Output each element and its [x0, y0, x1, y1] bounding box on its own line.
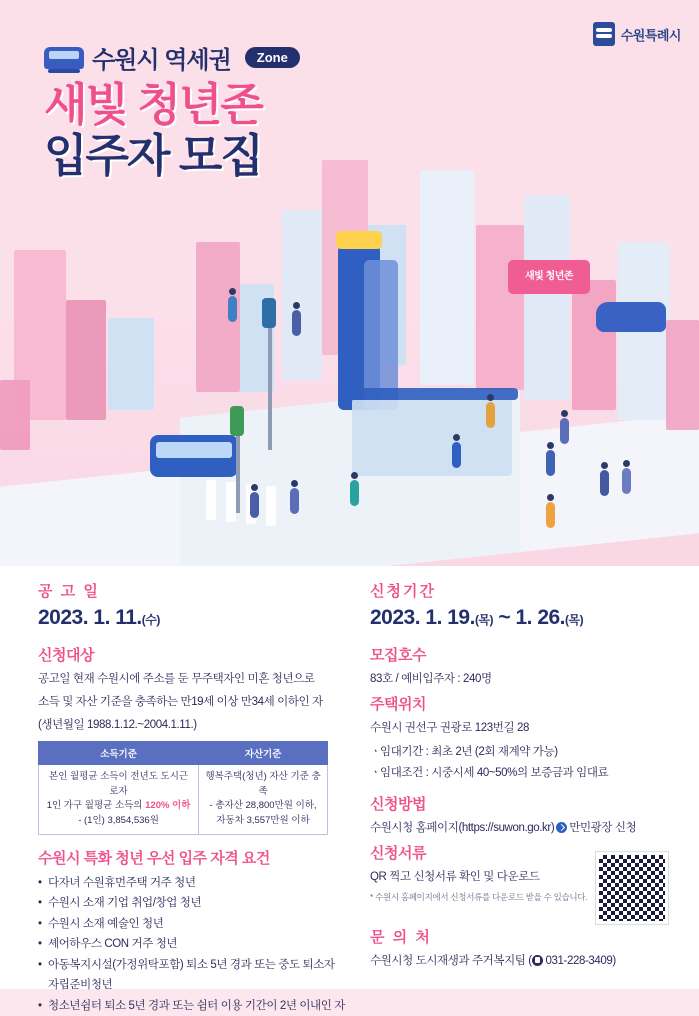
table-header-asset: 자산기준 [199, 741, 328, 764]
units-heading: 모집호수 [370, 647, 426, 664]
units-text: 83호 / 예비입주자 : 240명 [370, 673, 492, 685]
right-column [370, 580, 670, 975]
list-item: • 아동복지시설(가정위탁포함) 퇴소 5년 경과 또는 중도 퇴소자 자립준비청년 [38, 955, 348, 996]
criteria-table [38, 741, 328, 835]
docs-text: QR 찍고 신청서류 확인 및 다운로드 [370, 871, 540, 884]
income-highlight: 120% 이하 [145, 800, 191, 812]
list-item: ㆍ 임대기간 : 최초 2년 (2회 재계약 가능) [370, 742, 670, 763]
docs-heading: 신청서류 [370, 845, 426, 863]
zone-badge: Zone [245, 47, 300, 68]
asset-line-3: 자동차 3,557만원 이하 [216, 815, 310, 827]
notice-date-heading: 공 고 일 [38, 583, 100, 600]
apply-homepage-link[interactable]: 수원시청 홈페이지(https://suwon.go.kr) [370, 822, 555, 835]
info-panel [0, 566, 699, 1012]
table-row [39, 764, 328, 834]
qr-code[interactable] [596, 852, 668, 924]
period-date-2: 1. 26. [515, 606, 566, 629]
asset-line-1: 행복주택(청년) 자산 기준 충족 [205, 770, 321, 797]
priority-list [38, 873, 348, 1016]
location-heading: 주택위치 [370, 695, 426, 713]
apply-text [370, 819, 670, 838]
headline-title-2: 입주자 모집 [44, 129, 262, 181]
city-bus [150, 435, 238, 477]
income-cell [39, 764, 199, 834]
table-header-row [39, 741, 328, 764]
period-heading: 신청기간 [370, 583, 436, 600]
list-item: • 수원시 소재 기업 취업/창업 청년 [38, 893, 348, 913]
city-logo-icon [593, 22, 615, 46]
apply-text-2: 만민광장 신청 [569, 822, 637, 835]
list-item: • 수원시 소재 예술인 청년 [38, 914, 348, 934]
priority-heading: 수원시 특화 청년 우선 입주 자격 요건 [38, 849, 270, 867]
contact-phone: 031-228-3409 [545, 954, 613, 967]
asset-cell [199, 764, 328, 834]
docs-note: * 수원시 홈페이지에서 신청서류를 다운로드 받을 수 있습니다. [370, 892, 588, 903]
phone-icon [532, 955, 543, 966]
location-list [370, 742, 670, 783]
train-icon [44, 47, 84, 69]
table-header-income: 소득기준 [39, 741, 199, 764]
income-line-1: 본인 월평균 소득이 전년도 도시근로자 [49, 770, 189, 797]
sedan-car [596, 302, 666, 332]
period-date-1: 2023. 1. 19. [370, 606, 475, 629]
list-item: • 셰어하우스 CON 거주 청년 [38, 934, 348, 954]
period-value [370, 606, 670, 630]
contact-department: 수원시청 도시재생과 주거복지팀 [370, 954, 526, 967]
asset-line-2: - 총자산 28,800만원 이하, [209, 800, 317, 812]
income-line-3: - (1인) 3,854,536원 [78, 815, 159, 827]
city-illustration [0, 150, 699, 566]
arrow-circle-icon [556, 822, 567, 833]
zone-street-sign: 새빛 청년존 [508, 260, 590, 294]
period-separator: ~ [493, 606, 516, 629]
contact-text: 수원시청 도시재생과 주거복지팀 ( 031-228-3409) [370, 954, 616, 967]
city-brand-label: 수원특례시 [620, 27, 681, 43]
income-line-2: 1인 가구 월평균 소득의 120% 이하 [46, 800, 191, 812]
target-line-1: 공고일 현재 수원시에 주소를 둔 무주택자인 미혼 청년으로 [38, 673, 315, 685]
list-item: • 청소년쉼터 퇴소 5년 경과 또는 쉼터 이용 기간이 2년 이내인 자 [38, 996, 348, 1016]
contact-heading: 문 의 처 [370, 928, 432, 946]
apply-heading: 신청방법 [370, 796, 426, 814]
headline-title-1: 새빛 청년존 [44, 79, 262, 130]
notice-date-day: (수) [141, 613, 160, 627]
left-column [38, 580, 348, 1016]
headline-eyebrow: 수원시 역세권 [92, 47, 231, 74]
period-day-1: (목) [474, 613, 494, 627]
target-heading: 신청대상 [38, 647, 94, 664]
location-address: 수원시 권선구 권광로 123번길 28 [370, 721, 529, 734]
notice-date-value [38, 606, 348, 630]
target-line-2: 소득 및 자산 기준을 충족하는 만19세 이상 만34세 이하인 자 [38, 695, 323, 708]
list-item: ㆍ 임대조건 : 시중시세 40~50%의 보증금과 임대료 [370, 763, 670, 784]
list-item: • 다자녀 수원휴먼주택 거주 청년 [38, 873, 348, 893]
period-day-2: (목) [565, 613, 584, 627]
notice-date-text: 2023. 1. 11. [38, 606, 142, 629]
city-brand [593, 22, 681, 46]
target-line-3: (생년월일 1988.1.12.~2004.1.11.) [38, 718, 197, 731]
